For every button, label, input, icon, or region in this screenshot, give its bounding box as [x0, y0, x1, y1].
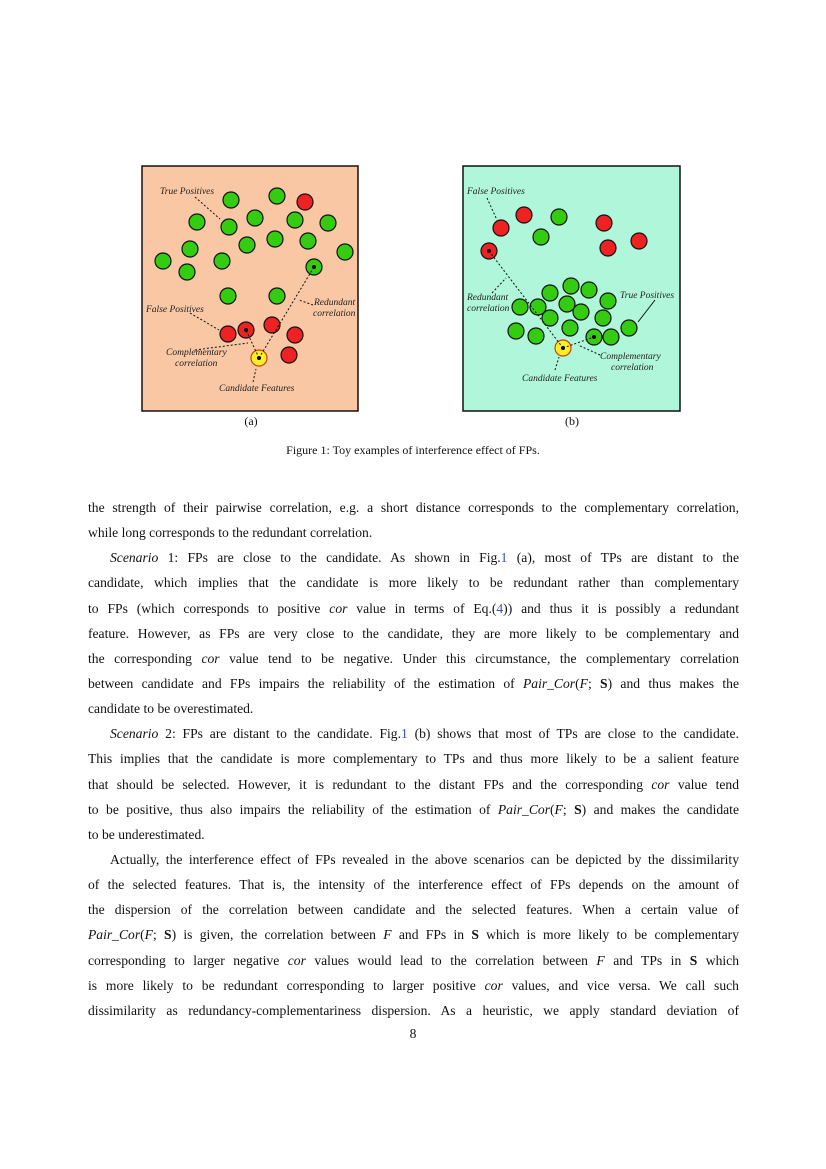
- text-segment: dissimilarity as redundancy-complementariness dispersion. As a heuristic, we apply standard deviation of: [88, 1002, 739, 1018]
- text-line: [88, 772, 739, 797]
- false-positive-circle: [596, 215, 612, 231]
- italic-text: Pair_Cor: [522, 675, 576, 691]
- page-number: 8: [409, 1026, 417, 1041]
- italic-text: F: [554, 801, 563, 817]
- true-positive-circle: [581, 282, 597, 298]
- panel-a-background: [142, 166, 358, 411]
- text-segment: (: [575, 675, 580, 691]
- label-redundant-2: correlation: [313, 309, 356, 319]
- label-complementary: Complementary: [166, 348, 227, 358]
- text-line: [88, 998, 739, 1023]
- text-line: [88, 822, 739, 847]
- true-positive-circle: [508, 323, 524, 339]
- true-positive-circle: [214, 253, 230, 269]
- text-line: [88, 596, 739, 621]
- true-positive-circle: [512, 299, 528, 315]
- true-positive-circle: [189, 214, 205, 230]
- figure-caption: Figure 1: Toy examples of interference effect of FPs.: [286, 443, 540, 457]
- true-positive-circle: [551, 209, 567, 225]
- text-line: [88, 696, 739, 721]
- text-segment: and FPs in: [391, 927, 472, 943]
- italic-text: cor: [287, 952, 306, 968]
- italic-text: cor: [329, 600, 348, 616]
- text-segment: candidate, which implies that the candidate is more likely to be redundant rather than complementary: [88, 575, 739, 591]
- label-candidate: Candidate Features: [522, 374, 598, 384]
- true-positive-circle: [563, 278, 579, 294]
- text-segment: between candidate and FPs impairs the reliability of the estimation of: [88, 675, 523, 691]
- text-segment: and TPs in: [604, 952, 690, 968]
- text-line: [88, 545, 739, 570]
- bold-symbol: S: [471, 927, 479, 943]
- italic-text: F: [383, 927, 392, 943]
- text-segment: Actually, the interference effect of FPs revealed in the above scenarios can be depicted by the dissimilarity: [110, 851, 739, 867]
- text-line: [88, 570, 739, 595]
- true-positive-circle: [542, 285, 558, 301]
- italic-text: cor: [201, 650, 220, 666]
- text-line: [88, 721, 739, 746]
- label-true-positives: True Positives: [160, 187, 215, 197]
- text-segment: values, and vice versa. We call such: [502, 977, 739, 993]
- false-positive-circle: [516, 207, 532, 223]
- body-text: [88, 495, 739, 1023]
- true-positive-circle: [320, 215, 336, 231]
- false-positive-circle: [493, 220, 509, 236]
- italic-text: cor: [651, 776, 670, 792]
- text-segment: candidate to be overestimated.: [88, 701, 254, 717]
- false-positive-circle: [600, 240, 616, 256]
- text-segment: 1: FPs are close to the candidate. As shown in Fig.: [158, 550, 501, 566]
- true-positive-circle: [247, 210, 263, 226]
- true-positive-circle: [223, 192, 239, 208]
- text-line: [88, 495, 739, 520]
- text-segment: that should be selected. However, it is redundant to the distant FPs and the corresponding: [88, 776, 652, 792]
- italic-text: F: [579, 675, 588, 691]
- text-segment: (a), most of TPs are distant to the: [507, 550, 739, 566]
- reference-link[interactable]: 4: [496, 600, 504, 616]
- subfigure-label-b: (b): [565, 414, 579, 428]
- label-complementary-2: correlation: [611, 363, 654, 373]
- label-complementary-2: correlation: [175, 359, 218, 369]
- true-positive-circle: [239, 237, 255, 253]
- false-positive-circle: [297, 194, 313, 210]
- text-segment: ) is given, the correlation between: [171, 927, 384, 943]
- true-positive-circle: [603, 329, 619, 345]
- true-positive-circle: [220, 288, 236, 304]
- true-positive-circle: [179, 264, 195, 280]
- text-segment: of the selected features. That is, the intensity of the interference effect of FPs depends on the amount of: [88, 877, 739, 893]
- true-positive-circle: [155, 253, 171, 269]
- label-complementary: Complementary: [600, 352, 661, 362]
- true-positive-circle: [621, 320, 637, 336]
- text-line: [88, 646, 739, 671]
- text-segment: ) and makes the candidate: [581, 801, 739, 817]
- true-positive-circle: [269, 188, 285, 204]
- true-positive-circle: [267, 231, 283, 247]
- true-positive-circle: [528, 328, 544, 344]
- true-positive-circle: [533, 229, 549, 245]
- label-false-positives: False Positives: [467, 187, 525, 197]
- text-segment: the corresponding: [88, 650, 202, 666]
- text-segment: (: [140, 927, 145, 943]
- text-segment: This implies that the candidate is more complementary to TPs and thus more likely to be a salient feature: [88, 751, 739, 767]
- text-line: [88, 922, 739, 947]
- text-segment: the strength of their pairwise correlation, e.g. a short distance corresponds to the complementary correlation,: [88, 500, 739, 515]
- text-segment: to be underestimated.: [88, 826, 205, 842]
- text-segment: ;: [562, 801, 575, 817]
- label-redundant: Redundant: [467, 293, 509, 303]
- text-line: [88, 847, 739, 872]
- true-positive-circle: [573, 304, 589, 320]
- bold-symbol: S: [689, 952, 698, 968]
- italic-text: cor: [484, 977, 503, 993]
- false-positive-circle: [264, 317, 280, 333]
- true-positive-circle: [559, 296, 575, 312]
- true-positive-circle: [562, 320, 578, 336]
- label-redundant: Redundant: [314, 298, 356, 308]
- italic-text: Scenario: [110, 550, 159, 566]
- text-segment: )) and thus it is possibly a redundant: [503, 600, 739, 616]
- text-line: [88, 797, 739, 822]
- bold-symbol: S: [600, 675, 608, 691]
- text-segment: value in terms of Eq.(: [347, 600, 497, 616]
- text-line: [88, 520, 739, 545]
- text-line: [88, 621, 739, 646]
- figure-panel-a: [141, 165, 360, 413]
- text-segment: while long corresponds to the redundant correlation.: [88, 525, 373, 541]
- italic-text: Scenario: [110, 726, 159, 742]
- anchor-dot: [244, 328, 248, 332]
- label-redundant-2: correlation: [467, 304, 510, 314]
- text-segment: to FPs (which corresponds to positive: [88, 600, 330, 616]
- true-positive-circle: [300, 233, 316, 249]
- text-segment: which is more likely to be complementary: [478, 927, 739, 943]
- bold-symbol: S: [164, 927, 172, 943]
- text-line: [88, 973, 739, 998]
- false-positive-circle: [287, 327, 303, 343]
- true-positive-circle: [221, 219, 237, 235]
- text-segment: which: [697, 952, 740, 968]
- italic-text: F: [596, 952, 605, 968]
- true-positive-circle: [542, 310, 558, 326]
- text-line: [88, 746, 739, 771]
- text-segment: value tend to be negative. Under this circumstance, the complementary correlation: [219, 650, 739, 666]
- label-candidate: Candidate Features: [219, 384, 295, 394]
- false-positive-circle: [281, 347, 297, 363]
- text-segment: feature. However, as FPs are very close to the candidate, they are more likely to be complementary and: [88, 625, 739, 641]
- text-segment: value tend: [669, 776, 740, 792]
- true-positive-circle: [595, 310, 611, 326]
- text-segment: 2: FPs are distant to the candidate. Fig.: [158, 726, 401, 742]
- false-positive-circle: [631, 233, 647, 249]
- text-segment: corresponding to larger negative: [88, 952, 288, 968]
- italic-text: F: [144, 927, 153, 943]
- subfigure-label-a: (a): [244, 414, 258, 428]
- text-segment: values would lead to the correlation between: [305, 952, 597, 968]
- true-positive-circle: [182, 241, 198, 257]
- text-segment: the dispersion of the correlation between candidate and the selected features. When a certain value of: [88, 902, 739, 918]
- label-false-positives: False Positives: [146, 305, 204, 315]
- text-segment: to be positive, thus also impairs the reliability of the estimation of: [88, 801, 498, 817]
- text-line: [88, 872, 739, 897]
- label-true-positives: True Positives: [620, 291, 675, 301]
- reference-link[interactable]: 1: [400, 726, 408, 742]
- text-line: [88, 948, 739, 973]
- bold-symbol: S: [574, 801, 582, 817]
- italic-text: Pair_Cor: [88, 927, 141, 943]
- text-line: [88, 671, 739, 696]
- text-segment: ;: [152, 927, 165, 943]
- text-segment: (b) shows that most of TPs are close to the candidate.: [407, 726, 739, 742]
- reference-link[interactable]: 1: [500, 550, 508, 566]
- true-positive-circle: [337, 244, 353, 260]
- text-segment: ) and thus makes the: [607, 675, 739, 691]
- text-line: [88, 897, 739, 922]
- text-segment: ;: [587, 675, 601, 691]
- true-positive-circle: [269, 288, 285, 304]
- true-positive-circle: [287, 212, 303, 228]
- italic-text: Pair_Cor: [497, 801, 550, 817]
- text-segment: (: [550, 801, 555, 817]
- text-segment: is more likely to be redundant corresponding to larger positive: [88, 977, 485, 993]
- false-positive-circle: [220, 326, 236, 342]
- figure-panel-b: [462, 165, 682, 413]
- true-positive-circle: [600, 293, 616, 309]
